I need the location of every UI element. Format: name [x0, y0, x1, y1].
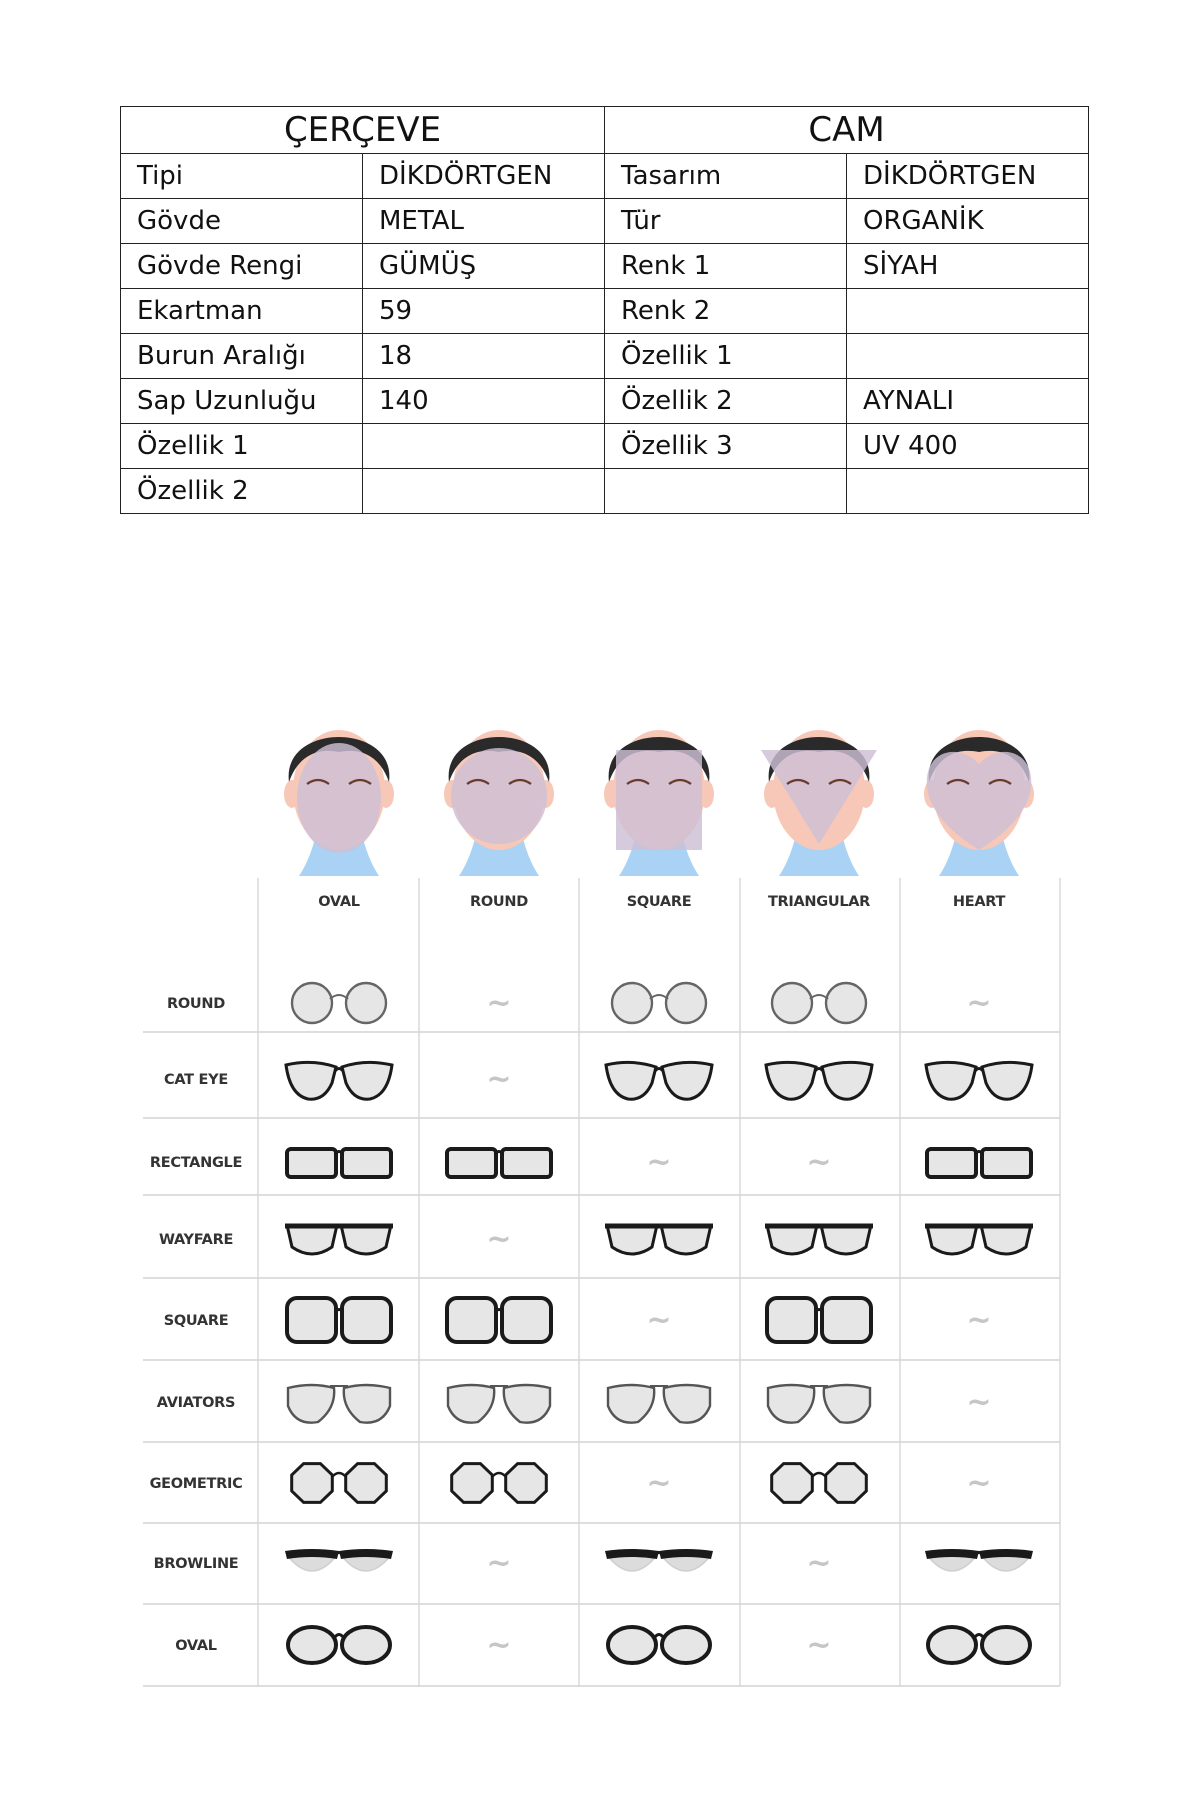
- lens-value-cell: UV 400: [847, 424, 1089, 469]
- spec-row: [121, 199, 1089, 244]
- not-recommended-mark: ~: [486, 1546, 512, 1581]
- frame-style-label: SQUARE: [163, 1313, 229, 1329]
- recommended-glasses-icon: [288, 1385, 390, 1423]
- frame-value-cell: [363, 424, 605, 469]
- not-recommended-mark: ~: [486, 1628, 512, 1663]
- recommended-glasses-icon: [772, 983, 866, 1023]
- spec-row: [121, 424, 1089, 469]
- frame-style-label: ROUND: [167, 996, 225, 1012]
- spec-row: [121, 154, 1089, 199]
- frame-label-cell: Ekartman: [121, 289, 363, 334]
- recommended-glasses-icon: [447, 1149, 551, 1177]
- frame-value-cell: [363, 469, 605, 514]
- face-shape-overlay: [927, 752, 1032, 850]
- face-shape-overlay: [616, 750, 702, 850]
- spec-row: [121, 289, 1089, 334]
- recommended-glasses-icon: [606, 1062, 712, 1099]
- spec-row: [121, 469, 1089, 514]
- frame-style-label: CAT EYE: [164, 1072, 228, 1088]
- recommendation-cells: [285, 983, 1033, 1663]
- recommended-glasses-icon: [765, 1225, 873, 1254]
- frame-label-cell: Özellik 2: [121, 469, 363, 514]
- recommended-glasses-icon: [287, 1149, 391, 1177]
- lens-value-cell: SİYAH: [847, 244, 1089, 289]
- recommended-glasses-icon: [452, 1464, 547, 1503]
- face-illustration: [284, 730, 394, 876]
- recommended-glasses-icon: [926, 1062, 1032, 1099]
- recommended-glasses-icon: [292, 1464, 387, 1503]
- recommended-glasses-icon: [286, 1062, 392, 1099]
- spec-row: [121, 334, 1089, 379]
- frame-label-cell: Gövde: [121, 199, 363, 244]
- face-shape-labels: [318, 894, 1005, 910]
- frame-value-cell: METAL: [363, 199, 605, 244]
- frame-label-cell: Sap Uzunluğu: [121, 379, 363, 424]
- face-illustration: [924, 730, 1034, 876]
- not-recommended-mark: ~: [806, 1145, 832, 1180]
- recommended-glasses-icon: [928, 1627, 1030, 1663]
- recommended-glasses-icon: [285, 1549, 393, 1571]
- lens-value-cell: [847, 469, 1089, 514]
- lens-value-cell: AYNALI: [847, 379, 1089, 424]
- ear-shape: [858, 780, 874, 808]
- frame-style-label: AVIATORS: [156, 1395, 236, 1411]
- not-recommended-mark: ~: [966, 1303, 992, 1338]
- frame-style-label: GEOMETRIC: [149, 1476, 243, 1492]
- spec-row: [121, 244, 1089, 289]
- recommended-glasses-icon: [766, 1062, 872, 1099]
- recommended-glasses-icon: [608, 1627, 710, 1663]
- lens-value-cell: [847, 334, 1089, 379]
- face-shape-overlay: [297, 743, 381, 853]
- not-recommended-mark: ~: [806, 1546, 832, 1581]
- recommended-glasses-icon: [927, 1149, 1031, 1177]
- recommended-glasses-icon: [605, 1225, 713, 1254]
- frame-value-cell: DİKDÖRTGEN: [363, 154, 605, 199]
- lens-label-cell: Özellik 1: [605, 334, 847, 379]
- lens-label-cell: Renk 1: [605, 244, 847, 289]
- ear-shape: [764, 780, 780, 808]
- lens-value-cell: DİKDÖRTGEN: [847, 154, 1089, 199]
- frame-style-label: OVAL: [175, 1638, 217, 1654]
- not-recommended-mark: ~: [486, 986, 512, 1021]
- spec-row: [121, 379, 1089, 424]
- face-illustration: [761, 730, 877, 876]
- face-shape-label: OVAL: [318, 894, 360, 910]
- lens-value-cell: ORGANİK: [847, 199, 1089, 244]
- recommended-glasses-icon: [288, 1627, 390, 1663]
- lens-label-cell: [605, 469, 847, 514]
- frame-style-label: RECTANGLE: [149, 1155, 243, 1171]
- lens-label-cell: Tür: [605, 199, 847, 244]
- recommended-glasses-icon: [605, 1549, 713, 1571]
- frame-section-header: ÇERÇEVE: [121, 107, 605, 154]
- not-recommended-mark: ~: [646, 1466, 672, 1501]
- recommended-glasses-icon: [447, 1298, 551, 1342]
- not-recommended-mark: ~: [486, 1062, 512, 1097]
- face-illustrations: [284, 730, 1034, 876]
- not-recommended-mark: ~: [966, 986, 992, 1021]
- frame-style-label: BROWLINE: [153, 1556, 239, 1572]
- recommended-glasses-icon: [287, 1298, 391, 1342]
- not-recommended-mark: ~: [966, 1466, 992, 1501]
- not-recommended-mark: ~: [486, 1222, 512, 1257]
- not-recommended-mark: ~: [806, 1628, 832, 1663]
- frame-value-cell: 59: [363, 289, 605, 334]
- recommended-glasses-icon: [767, 1298, 871, 1342]
- lens-value-cell: [847, 289, 1089, 334]
- frame-value-cell: GÜMÜŞ: [363, 244, 605, 289]
- frame-label-cell: Burun Aralığı: [121, 334, 363, 379]
- not-recommended-mark: ~: [646, 1145, 672, 1180]
- face-shape-label: ROUND: [470, 894, 528, 910]
- spec-table-header-row: [121, 107, 1089, 154]
- face-illustration: [604, 730, 714, 876]
- recommended-glasses-icon: [292, 983, 386, 1023]
- spec-table: [120, 106, 1089, 514]
- recommended-glasses-icon: [772, 1464, 867, 1503]
- lens-label-cell: Tasarım: [605, 154, 847, 199]
- recommended-glasses-icon: [925, 1549, 1033, 1571]
- not-recommended-mark: ~: [966, 1385, 992, 1420]
- frame-label-cell: Özellik 1: [121, 424, 363, 469]
- lens-label-cell: Renk 2: [605, 289, 847, 334]
- lens-label-cell: Özellik 2: [605, 379, 847, 424]
- frame-style-label: WAYFARE: [158, 1232, 234, 1248]
- face-shape-label: HEART: [952, 894, 1006, 910]
- frame-value-cell: 140: [363, 379, 605, 424]
- face-shape-frame-guide: [0, 690, 1200, 1730]
- not-recommended-mark: ~: [646, 1303, 672, 1338]
- frame-label-cell: Tipi: [121, 154, 363, 199]
- face-shape-overlay: [451, 748, 547, 844]
- face-shape-label: SQUARE: [626, 894, 692, 910]
- face-illustration: [444, 730, 554, 876]
- recommended-glasses-icon: [768, 1385, 870, 1423]
- frame-style-labels: [150, 996, 243, 1654]
- frame-label-cell: Gövde Rengi: [121, 244, 363, 289]
- lens-section-header: CAM: [605, 107, 1089, 154]
- recommended-glasses-icon: [608, 1385, 710, 1423]
- guide-grid: [143, 878, 1060, 1686]
- recommended-glasses-icon: [612, 983, 706, 1023]
- recommended-glasses-icon: [448, 1385, 550, 1423]
- lens-label-cell: Özellik 3: [605, 424, 847, 469]
- frame-value-cell: 18: [363, 334, 605, 379]
- face-shape-label: TRIANGULAR: [767, 894, 871, 910]
- recommended-glasses-icon: [925, 1225, 1033, 1254]
- recommended-glasses-icon: [285, 1225, 393, 1254]
